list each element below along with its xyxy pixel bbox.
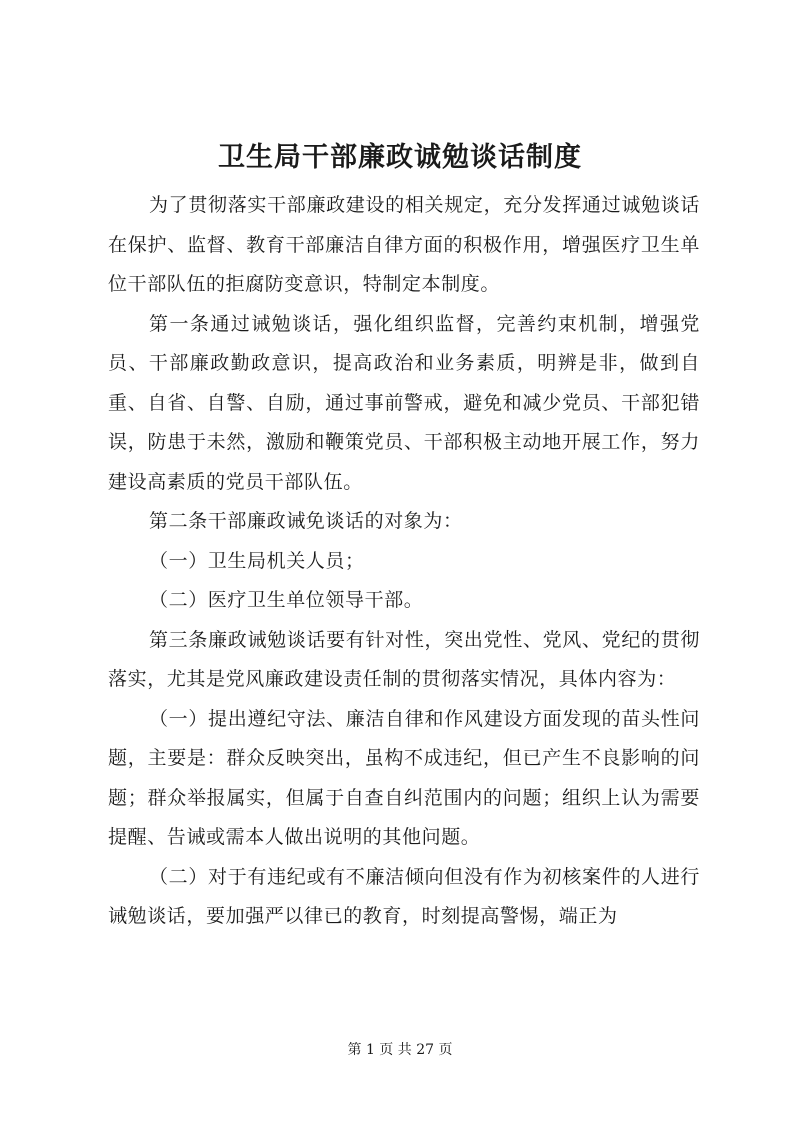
page-number: 第 1 页 共 27 页 [347,1042,453,1058]
paragraph-article-3: 第三条廉政诫勉谈话要有针对性，突出党性、党风、党纪的贯彻落实，尤其是党风廉政建设责任制的贯彻落实情况，具体内容为： [108,628,700,690]
paragraph-article-1: 第一条通过诫勉谈话，强化组织监督，完善约束机制，增强党员、干部廉政勤政意识，提高政治和业务素质，明辨是非，做到自重、自省、自警、自励，通过事前警戒，避免和减少党员、干部犯错误，防患于未然，激励和鞭策党员、干部积极主动地开展工作，努力建设高素质的党员干部队伍。 [108,312,700,493]
paragraph-article-3-item-1: （一）提出遵纪守法、廉洁自律和作风建设方面发现的苗头性问题，主要是：群众反映突出，虽构不成违纪，但已产生不良影响的问题；群众举报属实，但属于自查自纠范围内的问题；组织上认为需要提醒、告诫或需本人做出说明的其他问题。 [108,707,700,848]
document-title: 卫生局干部廉政诚勉谈话制度 [218,142,582,173]
paragraph-intro: 为了贯彻落实干部廉政建设的相关规定，充分发挥通过诚勉谈话在保护、监督、教育干部廉洁自律方面的积极作用，增强医疗卫生单位干部队伍的拒腐防变意识，特制定本制度。 [108,194,700,295]
list-item-article-2-2: （二）医疗卫生单位领导干部。 [149,589,424,611]
document-body [108,186,700,937]
list-item-article-2-1: （一）卫生局机关人员； [149,549,365,572]
paragraph-article-2: 第二条干部廉政诫免谈话的对象为： [149,510,463,532]
paragraph-article-3-item-2: （二）对于有违纪或有不廉洁倾向但没有作为初核案件的人进行诫勉谈话，要加强严以律已的教育，时刻提高警惕，端正为 [108,865,700,927]
